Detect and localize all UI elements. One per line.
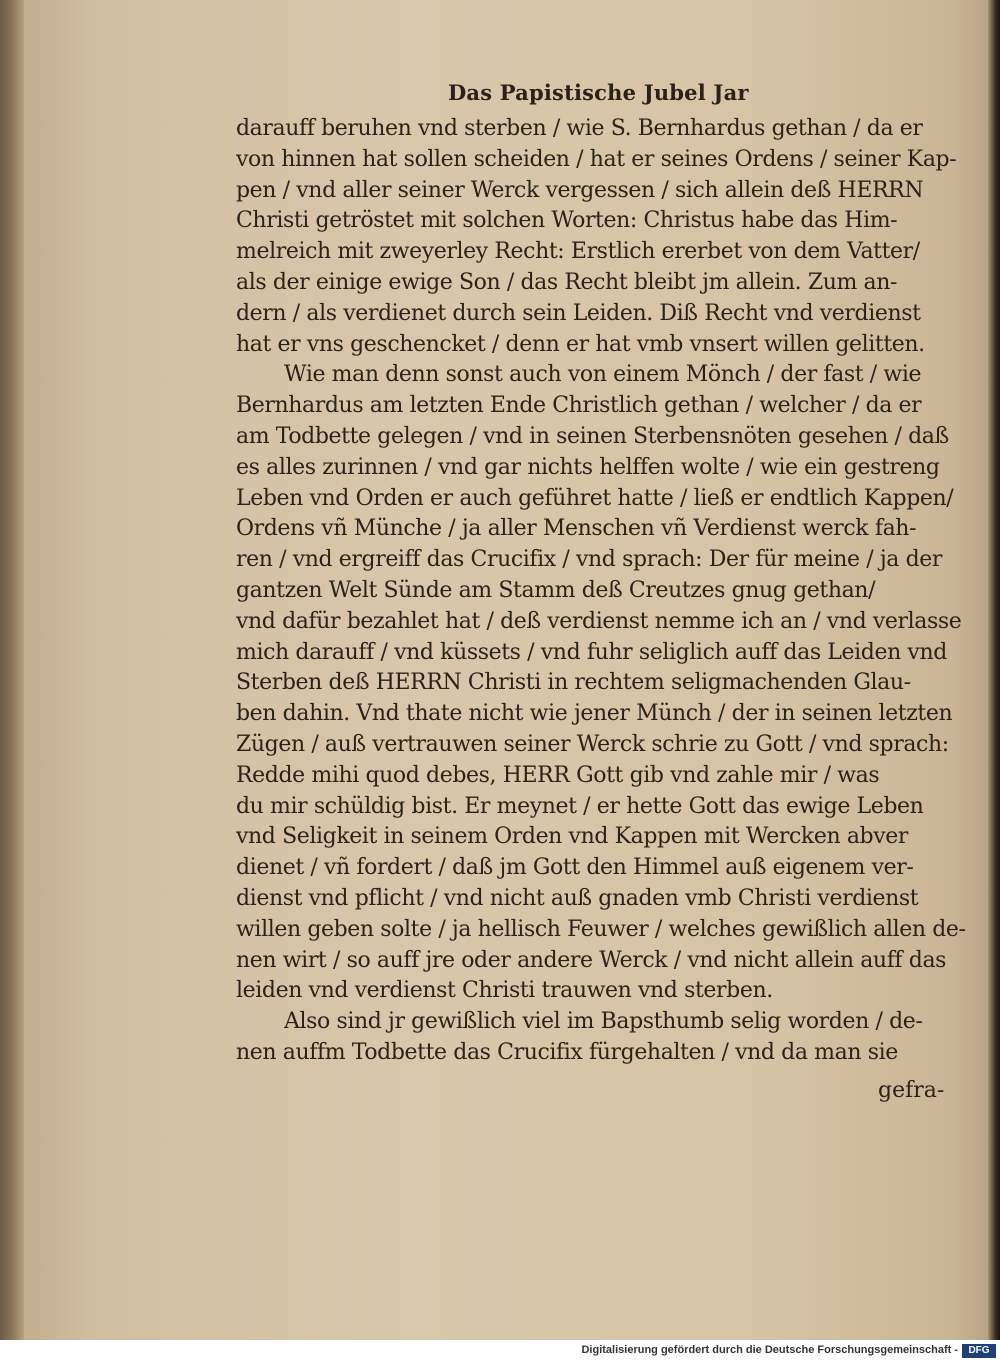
text-line: dern / als verdienet durch sein Leiden. Diß Recht vnd verdienst: [236, 300, 921, 326]
text-line: als der einige ewige Son / das Recht bleibt jm allein. Zum an-: [236, 270, 898, 295]
text-line: dienet / vñ fordert / daß jm Gott den Himmel auß eigenem ver-: [236, 855, 914, 881]
funding-credit: Digitalisierung gefördert durch die Deutsche Forschungsgemeinschaft -: [581, 1344, 958, 1356]
text-line: melreich mit zweyerley Recht: Erstlich ererbet von dem Vatter/: [236, 239, 920, 265]
digitization-footer: [0, 1340, 1000, 1362]
text-line: Bernhardus am letzten Ende Christlich gethan / welcher / da er: [236, 393, 922, 419]
text-line: Ordens vñ Münche / ja aller Menschen vñ Verdienst werck fah-: [236, 516, 917, 542]
text-line: willen geben solte / ja hellisch Feuwer / welches gewißlich allen de-: [236, 916, 966, 942]
text-line: nen auffm Todbette das Crucifix fürgehalten / vnd da man sie: [236, 1040, 898, 1065]
text-line: Sterben deß HERRN Christi in rechtem seligmachenden Glau-: [236, 670, 911, 696]
text-line: darauff beruhen vnd sterben / wie S. Bernhardus gethan / da er: [236, 116, 923, 141]
text-line: ren / vnd ergreiff das Crucifix / vnd sprach: Der für meine / ja der: [236, 547, 943, 573]
text-line: Christi getröstet mit solchen Worten: Christus habe das Him-: [236, 208, 898, 234]
text-line: am Todbette gelegen / vnd in seinen Sterbensnöten gesehen / daß: [236, 424, 949, 449]
text-line: ben dahin. Vnd thate nicht wie jener Münch / der in seinen letzten: [236, 701, 953, 727]
dfg-logo: DFG: [962, 1344, 996, 1358]
book-gutter-edge: [0, 0, 24, 1340]
text-line: mich darauff / vnd küssets / vnd fuhr seliglich auff das Leiden vnd: [236, 639, 947, 665]
running-head: Das Papistische Jubel Jar: [448, 80, 749, 105]
book-right-edge: [988, 0, 1000, 1340]
text-line: vnd Seligkeit in seinem Orden vnd Kappen mit Wercken abver: [236, 824, 909, 850]
text-line: Leben vnd Orden er auch geführet hatte / ließ er endtlich Kappen/: [236, 485, 954, 511]
text-line: hat er vns geschencket / denn er hat vmb vnsert willen gelitten.: [236, 331, 925, 357]
text-line-indent: Wie man denn sonst auch von einem Mönch / der fast / wie: [284, 362, 922, 388]
text-line: pen / vnd aller seiner Werck vergessen / sich allein deß HERRN: [236, 177, 924, 203]
text-line: gantzen Welt Sünde am Stamm deß Creutzes gnug gethan/: [236, 578, 876, 603]
text-line: leiden vnd verdienst Christi trauwen vnd sterben.: [236, 978, 773, 1004]
text-line: dienst vnd pflicht / vnd nicht auß gnaden vmb Christi verdienst: [236, 886, 919, 911]
text-line: es alles zurinnen / vnd gar nichts helffen wolte / wie ein gestreng: [236, 454, 940, 480]
text-line: vnd dafür bezahlet hat / deß verdienst nemme ich an / vnd verlasse: [236, 608, 962, 634]
text-line: Zügen / auß vertrauwen seiner Werck schrie zu Gott / vnd sprach:: [236, 732, 949, 757]
catchword: gefra-: [878, 1078, 945, 1103]
text-line: nen wirt / so auff jre oder andere Werck / vnd nicht allein auff das: [236, 947, 947, 973]
text-line-indent: Also sind jr gewißlich viel im Bapsthumb selig worden / de-: [284, 1009, 923, 1035]
text-line: du mir schüldig bist. Er meynet / er hette Gott das ewige Leben: [236, 793, 924, 819]
text-line: von hinnen hat sollen scheiden / hat er seines Ordens / seiner Kap-: [236, 146, 957, 172]
text-line: Redde mihi quod debes, HERR Gott gib vnd zahle mir / was: [236, 762, 880, 788]
